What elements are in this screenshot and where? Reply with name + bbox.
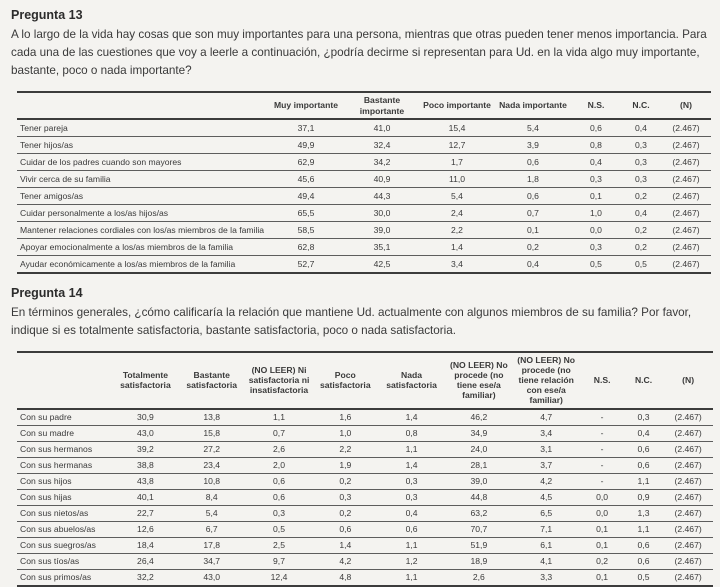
cell-value: 0,3 xyxy=(621,136,661,153)
table-row xyxy=(17,425,713,441)
column-header: Bastante satisfactoria xyxy=(179,352,245,409)
cell-value: 49,4 xyxy=(267,187,345,204)
column-header: (NO LEER) Ni satisfactoria ni insatisfactoria xyxy=(245,352,313,409)
cell-value: 34,2 xyxy=(345,153,419,170)
cell-value: 0,4 xyxy=(621,119,661,137)
cell-value: 0,2 xyxy=(313,505,377,521)
cell-value: 1,1 xyxy=(624,521,663,537)
table-row xyxy=(17,255,711,273)
table-row xyxy=(17,457,713,473)
row-label: Tener amigos/as xyxy=(17,187,267,204)
cell-value: 37,1 xyxy=(267,119,345,137)
row-label: Con sus hijos xyxy=(17,473,112,489)
cell-value: (2.467) xyxy=(663,489,713,505)
cell-value: 0,6 xyxy=(624,553,663,569)
column-header: Nada importante xyxy=(495,92,571,118)
column-header: N.C. xyxy=(624,352,663,409)
cell-value: (2.467) xyxy=(663,473,713,489)
cell-value: 1,2 xyxy=(377,553,445,569)
cell-value: 1,4 xyxy=(313,537,377,553)
cell-value: 30,0 xyxy=(345,204,419,221)
cell-value: (2.467) xyxy=(663,425,713,441)
column-header: Poco importante xyxy=(419,92,495,118)
cell-value: 3,1 xyxy=(512,441,580,457)
table-row xyxy=(17,187,711,204)
table-row xyxy=(17,153,711,170)
cell-value: 0,6 xyxy=(245,473,313,489)
cell-value: 18,4 xyxy=(112,537,178,553)
cell-value: 0,1 xyxy=(580,537,624,553)
cell-value: (2.467) xyxy=(672,258,700,269)
cell-value: - xyxy=(580,473,624,489)
cell-value: 39,0 xyxy=(345,221,419,238)
row-label: Con sus primos/as xyxy=(20,572,92,583)
row-label: Con sus suegros/as xyxy=(17,537,112,553)
cell-value: 0,3 xyxy=(621,170,661,187)
table-row xyxy=(17,238,711,255)
column-header: (NO LEER) No procede (no tiene ese/a familiar) xyxy=(446,352,512,409)
cell-value: 1,1 xyxy=(377,441,445,457)
row-label: Tener pareja xyxy=(17,119,267,137)
question-13-title: Pregunta 13 xyxy=(11,8,83,22)
row-label: Con sus abuelos/as xyxy=(17,521,112,537)
cell-value: 0,6 xyxy=(313,521,377,537)
cell-value: 70,7 xyxy=(446,521,512,537)
row-label: Con sus hijas xyxy=(17,489,112,505)
cell-value: 0,3 xyxy=(377,489,445,505)
cell-value: (2.467) xyxy=(661,119,711,137)
cell-value: 38,8 xyxy=(112,457,178,473)
column-header: Muy importante xyxy=(267,92,345,118)
cell-value: 32,2 xyxy=(137,572,154,583)
cell-value: 2,0 xyxy=(245,457,313,473)
cell-value: 4,2 xyxy=(313,553,377,569)
cell-value: 34,7 xyxy=(179,553,245,569)
question-13-results-table xyxy=(17,91,711,273)
cell-value: (2.467) xyxy=(663,521,713,537)
cell-value: 0,7 xyxy=(495,204,571,221)
cell-value: 6,1 xyxy=(512,537,580,553)
cell-value: 0,6 xyxy=(624,537,663,553)
cell-value: (2.467) xyxy=(661,136,711,153)
cell-value: 10,8 xyxy=(179,473,245,489)
question-14-section xyxy=(11,286,709,587)
cell-value: 43,0 xyxy=(112,425,178,441)
cell-value: 0,6 xyxy=(495,153,571,170)
cell-value: 62,8 xyxy=(267,238,345,255)
table-row xyxy=(17,441,713,457)
cell-value: 1,8 xyxy=(495,170,571,187)
cell-value: 44,3 xyxy=(345,187,419,204)
cell-value: 0,3 xyxy=(377,473,445,489)
cell-value: 1,4 xyxy=(377,409,445,426)
row-label: Apoyar emocionalmente a los/as miembros de la familia xyxy=(17,238,267,255)
row-label: Con sus tíos/as xyxy=(17,553,112,569)
cell-value: 51,9 xyxy=(446,537,512,553)
cell-value: 0,0 xyxy=(580,505,624,521)
table-row xyxy=(17,505,713,521)
row-label: Cuidar de los padres cuando son mayores xyxy=(17,153,267,170)
row-label: Ayudar económicamente a los/as miembros de la familia xyxy=(20,258,236,269)
cell-value: 4,5 xyxy=(512,489,580,505)
cell-value: 8,4 xyxy=(179,489,245,505)
column-header: (N) xyxy=(663,352,713,409)
cell-value: 12,4 xyxy=(270,572,288,583)
cell-value: 0,4 xyxy=(527,258,539,269)
question-13-section xyxy=(11,8,709,274)
cell-value: 3,7 xyxy=(512,457,580,473)
cell-value: 0,5 xyxy=(637,572,650,583)
cell-value: 2,2 xyxy=(419,221,495,238)
table-row xyxy=(17,170,711,187)
question-14-results-table xyxy=(17,351,713,587)
column-header: N.S. xyxy=(571,92,621,118)
cell-value: 0,2 xyxy=(580,553,624,569)
cell-value: 0,2 xyxy=(621,187,661,204)
cell-value: 2,5 xyxy=(245,537,313,553)
cell-value: 32,4 xyxy=(345,136,419,153)
cell-value: 52,7 xyxy=(297,258,315,269)
cell-value: (2.467) xyxy=(661,153,711,170)
column-header: (N) xyxy=(661,92,711,118)
cell-value: 0,6 xyxy=(624,457,663,473)
cell-value: - xyxy=(580,441,624,457)
row-label: Vivir cerca de su familia xyxy=(17,170,267,187)
column-header: Bastante importante xyxy=(345,92,419,118)
cell-value: 0,5 xyxy=(635,258,647,269)
table-row xyxy=(17,136,711,153)
cell-value: 0,2 xyxy=(313,473,377,489)
cell-value: 0,9 xyxy=(624,489,663,505)
cell-value: 0,3 xyxy=(313,489,377,505)
cell-value: 1,1 xyxy=(377,537,445,553)
cell-value: 12,7 xyxy=(419,136,495,153)
cell-value: 17,8 xyxy=(179,537,245,553)
cell-value: 0,3 xyxy=(571,238,621,255)
row-label: Con sus hermanas xyxy=(17,457,112,473)
cell-value: 42,5 xyxy=(373,258,391,269)
cell-value: 12,6 xyxy=(112,521,178,537)
cell-value: 1,4 xyxy=(419,238,495,255)
cell-value: 40,9 xyxy=(345,170,419,187)
cell-value: 0,5 xyxy=(590,258,602,269)
question-14-title: Pregunta 14 xyxy=(11,285,83,300)
cell-value: 44,8 xyxy=(446,489,512,505)
cell-value: 2,4 xyxy=(419,204,495,221)
cell-value: 0,3 xyxy=(624,409,663,426)
cell-value: (2.467) xyxy=(661,221,711,238)
cell-value: 3,4 xyxy=(451,258,463,269)
cell-value: 62,9 xyxy=(267,153,345,170)
cell-value: 63,2 xyxy=(446,505,512,521)
cell-value: 35,1 xyxy=(345,238,419,255)
table-row xyxy=(17,569,713,586)
cell-value: 39,2 xyxy=(112,441,178,457)
cell-value: 1,1 xyxy=(405,572,418,583)
cell-value: 0,6 xyxy=(624,441,663,457)
cell-value: 39,0 xyxy=(446,473,512,489)
table-row xyxy=(17,553,713,569)
cell-value: 34,9 xyxy=(446,425,512,441)
cell-value: 2,2 xyxy=(313,441,377,457)
cell-value: (2.467) xyxy=(663,409,713,426)
column-header: Totalmente satisfactoria xyxy=(112,352,178,409)
cell-value: 23,4 xyxy=(179,457,245,473)
cell-value: 0,8 xyxy=(377,425,445,441)
row-label: Con su madre xyxy=(17,425,112,441)
cell-value: (2.467) xyxy=(663,553,713,569)
header-row xyxy=(17,92,711,118)
cell-value: 1,7 xyxy=(419,153,495,170)
cell-value: (2.467) xyxy=(663,537,713,553)
cell-value: 4,7 xyxy=(512,409,580,426)
cell-value: 1,9 xyxy=(313,457,377,473)
cell-value: 0,4 xyxy=(621,204,661,221)
cell-value: 0,2 xyxy=(621,221,661,238)
cell-value: 43,0 xyxy=(203,572,221,583)
cell-value: 6,5 xyxy=(512,505,580,521)
cell-value: 4,1 xyxy=(512,553,580,569)
cell-value: (2.467) xyxy=(663,441,713,457)
cell-value: (2.467) xyxy=(661,238,711,255)
column-header: N.S. xyxy=(580,352,624,409)
cell-value: (2.467) xyxy=(663,457,713,473)
cell-value: 1,1 xyxy=(245,409,313,426)
cell-value: (2.467) xyxy=(663,505,713,521)
cell-value: 26,4 xyxy=(112,553,178,569)
cell-value: 0,6 xyxy=(377,521,445,537)
cell-value: 2,6 xyxy=(472,572,485,583)
cell-value: (2.467) xyxy=(661,187,711,204)
table-row xyxy=(17,537,713,553)
cell-value: 22,7 xyxy=(112,505,178,521)
row-label: Con sus hermanos xyxy=(17,441,112,457)
cell-value: 1,0 xyxy=(313,425,377,441)
column-header: N.C. xyxy=(621,92,661,118)
column-header: Nada satisfactoria xyxy=(377,352,445,409)
cell-value: 1,1 xyxy=(624,473,663,489)
cell-value: 6,7 xyxy=(179,521,245,537)
cell-value: 1,6 xyxy=(313,409,377,426)
cell-value: 1,0 xyxy=(571,204,621,221)
cell-value: 30,9 xyxy=(112,409,178,426)
cell-value: 49,9 xyxy=(267,136,345,153)
cell-value: 9,7 xyxy=(245,553,313,569)
row-label: Cuidar personalmente a los/as hijos/as xyxy=(17,204,267,221)
cell-value: (2.467) xyxy=(674,572,702,583)
row-label: Mantener relaciones cordiales con los/as miembros de la familia xyxy=(17,221,267,238)
cell-value: 0,3 xyxy=(621,153,661,170)
row-label: Con sus nietos/as xyxy=(17,505,112,521)
question-13-text: A lo largo de la vida hay cosas que son muy importantes para una persona, mientras que otras pueden tener menos importancia. Para cada una de las cuestiones que voy a leerle a continuación, ¿podría decirme si representan para Ud. en la vida algo muy importante, bastante, poco o nada importante? xyxy=(11,28,707,78)
cell-value: 0,1 xyxy=(580,521,624,537)
cell-value: 40,1 xyxy=(112,489,178,505)
cell-value: 0,7 xyxy=(245,425,313,441)
cell-value: 0,4 xyxy=(571,153,621,170)
column-header: (NO LEER) No procede (no tiene relación con ese/a familiar) xyxy=(512,352,580,409)
row-label-column-header xyxy=(17,352,112,409)
cell-value: 0,1 xyxy=(571,187,621,204)
row-label: Tener hijos/as xyxy=(17,136,267,153)
cell-value: 0,6 xyxy=(495,187,571,204)
cell-value: 0,5 xyxy=(245,521,313,537)
cell-value: 1,4 xyxy=(377,457,445,473)
cell-value: 0,1 xyxy=(596,572,609,583)
table-row xyxy=(17,409,713,426)
cell-value: 0,0 xyxy=(580,489,624,505)
cell-value: 5,4 xyxy=(419,187,495,204)
cell-value: 0,3 xyxy=(245,505,313,521)
cell-value: 0,2 xyxy=(495,238,571,255)
cell-value: 2,6 xyxy=(245,441,313,457)
cell-value: 5,4 xyxy=(179,505,245,521)
cell-value: (2.467) xyxy=(661,204,711,221)
row-label-column-header xyxy=(17,92,267,118)
cell-value: 46,2 xyxy=(446,409,512,426)
cell-value: 5,4 xyxy=(495,119,571,137)
cell-value: 0,4 xyxy=(377,505,445,521)
table-row xyxy=(17,221,711,238)
question-14-text: En términos generales, ¿cómo calificaría la relación que mantiene Ud. actualmente con algunos miembros de su familia? Por favor, indique si es totalmente satisfactoria, bastante satisfactoria, poco o nada satisfactoria. xyxy=(11,305,692,337)
table-row xyxy=(17,489,713,505)
cell-value: 18,9 xyxy=(446,553,512,569)
cell-value: 45,6 xyxy=(267,170,345,187)
cell-value: - xyxy=(580,457,624,473)
cell-value: 3,3 xyxy=(540,572,553,583)
cell-value: 0,4 xyxy=(624,425,663,441)
cell-value: 0,0 xyxy=(571,221,621,238)
cell-value: 58,5 xyxy=(267,221,345,238)
cell-value: 24,0 xyxy=(446,441,512,457)
cell-value: 43,8 xyxy=(112,473,178,489)
table-row xyxy=(17,119,711,137)
cell-value: 0,6 xyxy=(245,489,313,505)
cell-value: 3,4 xyxy=(512,425,580,441)
cell-value: 41,0 xyxy=(345,119,419,137)
cell-value: 65,5 xyxy=(267,204,345,221)
cell-value: 0,6 xyxy=(571,119,621,137)
cell-value: - xyxy=(580,425,624,441)
cell-value: 15,4 xyxy=(419,119,495,137)
cell-value: 0,2 xyxy=(621,238,661,255)
cell-value: 28,1 xyxy=(446,457,512,473)
table-row xyxy=(17,473,713,489)
cell-value: 4,2 xyxy=(512,473,580,489)
column-header: Poco satisfactoria xyxy=(313,352,377,409)
cell-value: (2.467) xyxy=(661,170,711,187)
cell-value: 0,1 xyxy=(495,221,571,238)
cell-value: 1,3 xyxy=(624,505,663,521)
cell-value: 27,2 xyxy=(179,441,245,457)
cell-value: 11,0 xyxy=(419,170,495,187)
cell-value: 3,9 xyxy=(495,136,571,153)
cell-value: 0,3 xyxy=(571,170,621,187)
cell-value: - xyxy=(580,409,624,426)
cell-value: 0,8 xyxy=(571,136,621,153)
header-row xyxy=(17,352,713,409)
table-row xyxy=(17,204,711,221)
table-row xyxy=(17,521,713,537)
cell-value: 7,1 xyxy=(512,521,580,537)
cell-value: 13,8 xyxy=(179,409,245,426)
row-label: Con su padre xyxy=(17,409,112,426)
cell-value: 15,8 xyxy=(179,425,245,441)
cell-value: 4,8 xyxy=(339,572,352,583)
